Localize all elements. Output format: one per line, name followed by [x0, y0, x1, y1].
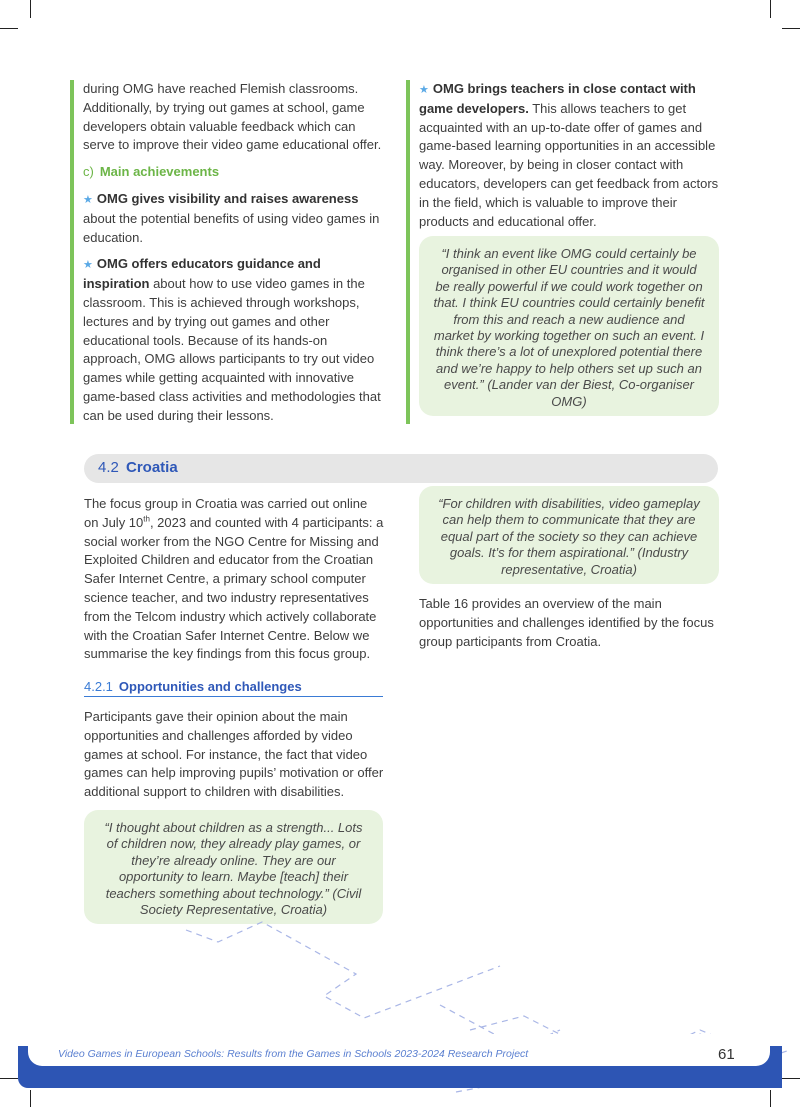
section-title: Croatia [126, 459, 178, 476]
bullet-item [83, 190, 383, 247]
bullet-item [419, 80, 719, 231]
paragraph: Participants gave their opinion about the main opportunities and challenges afforded by video games at school. For instance, the fact that video games can help improving pupils’ motivation or offer additional support to children with disabilities. [84, 709, 384, 800]
crop-mark [770, 0, 771, 18]
croatia-intro [84, 495, 384, 672]
crop-mark [0, 28, 18, 29]
quote-box-industry: “For children with disabilities, video gameplay can help them to communicate that they are equal part of the society so they can achieve goals. It’s for them aspirational.” (Industry representative, Croatia) [419, 486, 719, 584]
text-part: The focus group in Croatia was carried out online on July 10 [84, 496, 368, 530]
paragraph [84, 495, 384, 664]
subsection-number: 4.2.1 [84, 679, 113, 694]
paragraph: during OMG have reached Flemish classrooms. Additionally, by trying out games at school, game developers obtain valuable feedback which can serve to improve their video game educational offer. [83, 81, 382, 153]
crop-mark [770, 1090, 771, 1107]
crop-mark [30, 1090, 31, 1107]
star-bullet-icon: ★ [83, 259, 93, 272]
text-part: , 2023 and counted with 4 participants: a social worker from the NGO Centre for Missing and Exploited Children and educator from the Croatian Safer Internet Centre, a primary school computer science teacher, and two industry representatives from the Telcom industry which actively collaborate with the Croatian Safer Internet Centre. Below we summarise the key findings from this focus group. [84, 514, 384, 662]
section-number: 4.2 [98, 459, 119, 476]
right-column-top [419, 80, 719, 239]
bullet-text: about the potential benefits of using video games in education. [83, 210, 380, 245]
section-header [84, 454, 718, 483]
crop-mark [782, 1078, 800, 1079]
star-bullet-icon: ★ [83, 193, 93, 206]
subsection-title: Opportunities and challenges [118, 679, 302, 694]
subsection-heading [84, 679, 383, 697]
crop-mark [0, 1078, 18, 1079]
star-bullet-icon: ★ [419, 84, 429, 96]
croatia-table-ref [419, 595, 719, 659]
bullet-bold: OMG offers educators guidance and inspiration [83, 256, 321, 292]
croatia-opps [84, 708, 384, 810]
left-column-top [83, 80, 383, 434]
bullet-text: This allows teachers to get acquainted with an up-to-date offer of games and game-based learning opportunities in an accessible way. Moreover, by being in closer contact with educators, developers can get feedback from actors in the field, which is valuable to improve their products and educational offer. [419, 100, 719, 229]
bullet-text: about how to use video games in the classroom. This is achieved through workshops, lectures and by trying out games and other educational tools. Because of its hands-on approach, OMG allows participants to try out video games while getting acquainted with innovative game-based class activities and methodologies that can be used during their lessons. [83, 276, 381, 423]
bullet-bold: OMG gives visibility and raises awareness [96, 190, 359, 206]
page-number: 61 [718, 1046, 735, 1063]
subheading [83, 163, 383, 182]
footer-title: Video Games in European Schools: Results from the Games in Schools 2023-2024 Research Project [58, 1048, 529, 1060]
crop-mark [30, 0, 31, 18]
right-accent-bar [406, 80, 410, 424]
quote-box-civil-society: “I thought about children as a strength... Lots of children now, they already play games, or they’re already online. They are our opportunity to learn. Maybe [teach] their teachers something about technology.” (Civil Society Representative, Croatia) [84, 810, 383, 924]
bullet-bold: OMG brings teachers in close contact with game developers. [419, 81, 696, 116]
left-accent-bar [70, 80, 74, 424]
crop-mark [782, 28, 800, 29]
subheading-index: c) [83, 164, 94, 180]
subheading-label: Main achievements [99, 164, 220, 180]
paragraph: Table 16 provides an overview of the main opportunities and challenges identified by the focus group participants from Croatia. [419, 596, 714, 649]
quote-box-omg: “I think an event like OMG could certainly be organised in other EU countries and it would be really powerful if we could work together on that. I think EU countries could certainly benefit from this and reach a new audience and market by working together on such an event. I think there’s a lot of unexplored potential there and we’re happy to help others set up such an event.” (Lander van der Biest, Co-organiser OMG) [419, 236, 719, 416]
bullet-item [83, 255, 383, 425]
superscript: th [143, 514, 150, 524]
